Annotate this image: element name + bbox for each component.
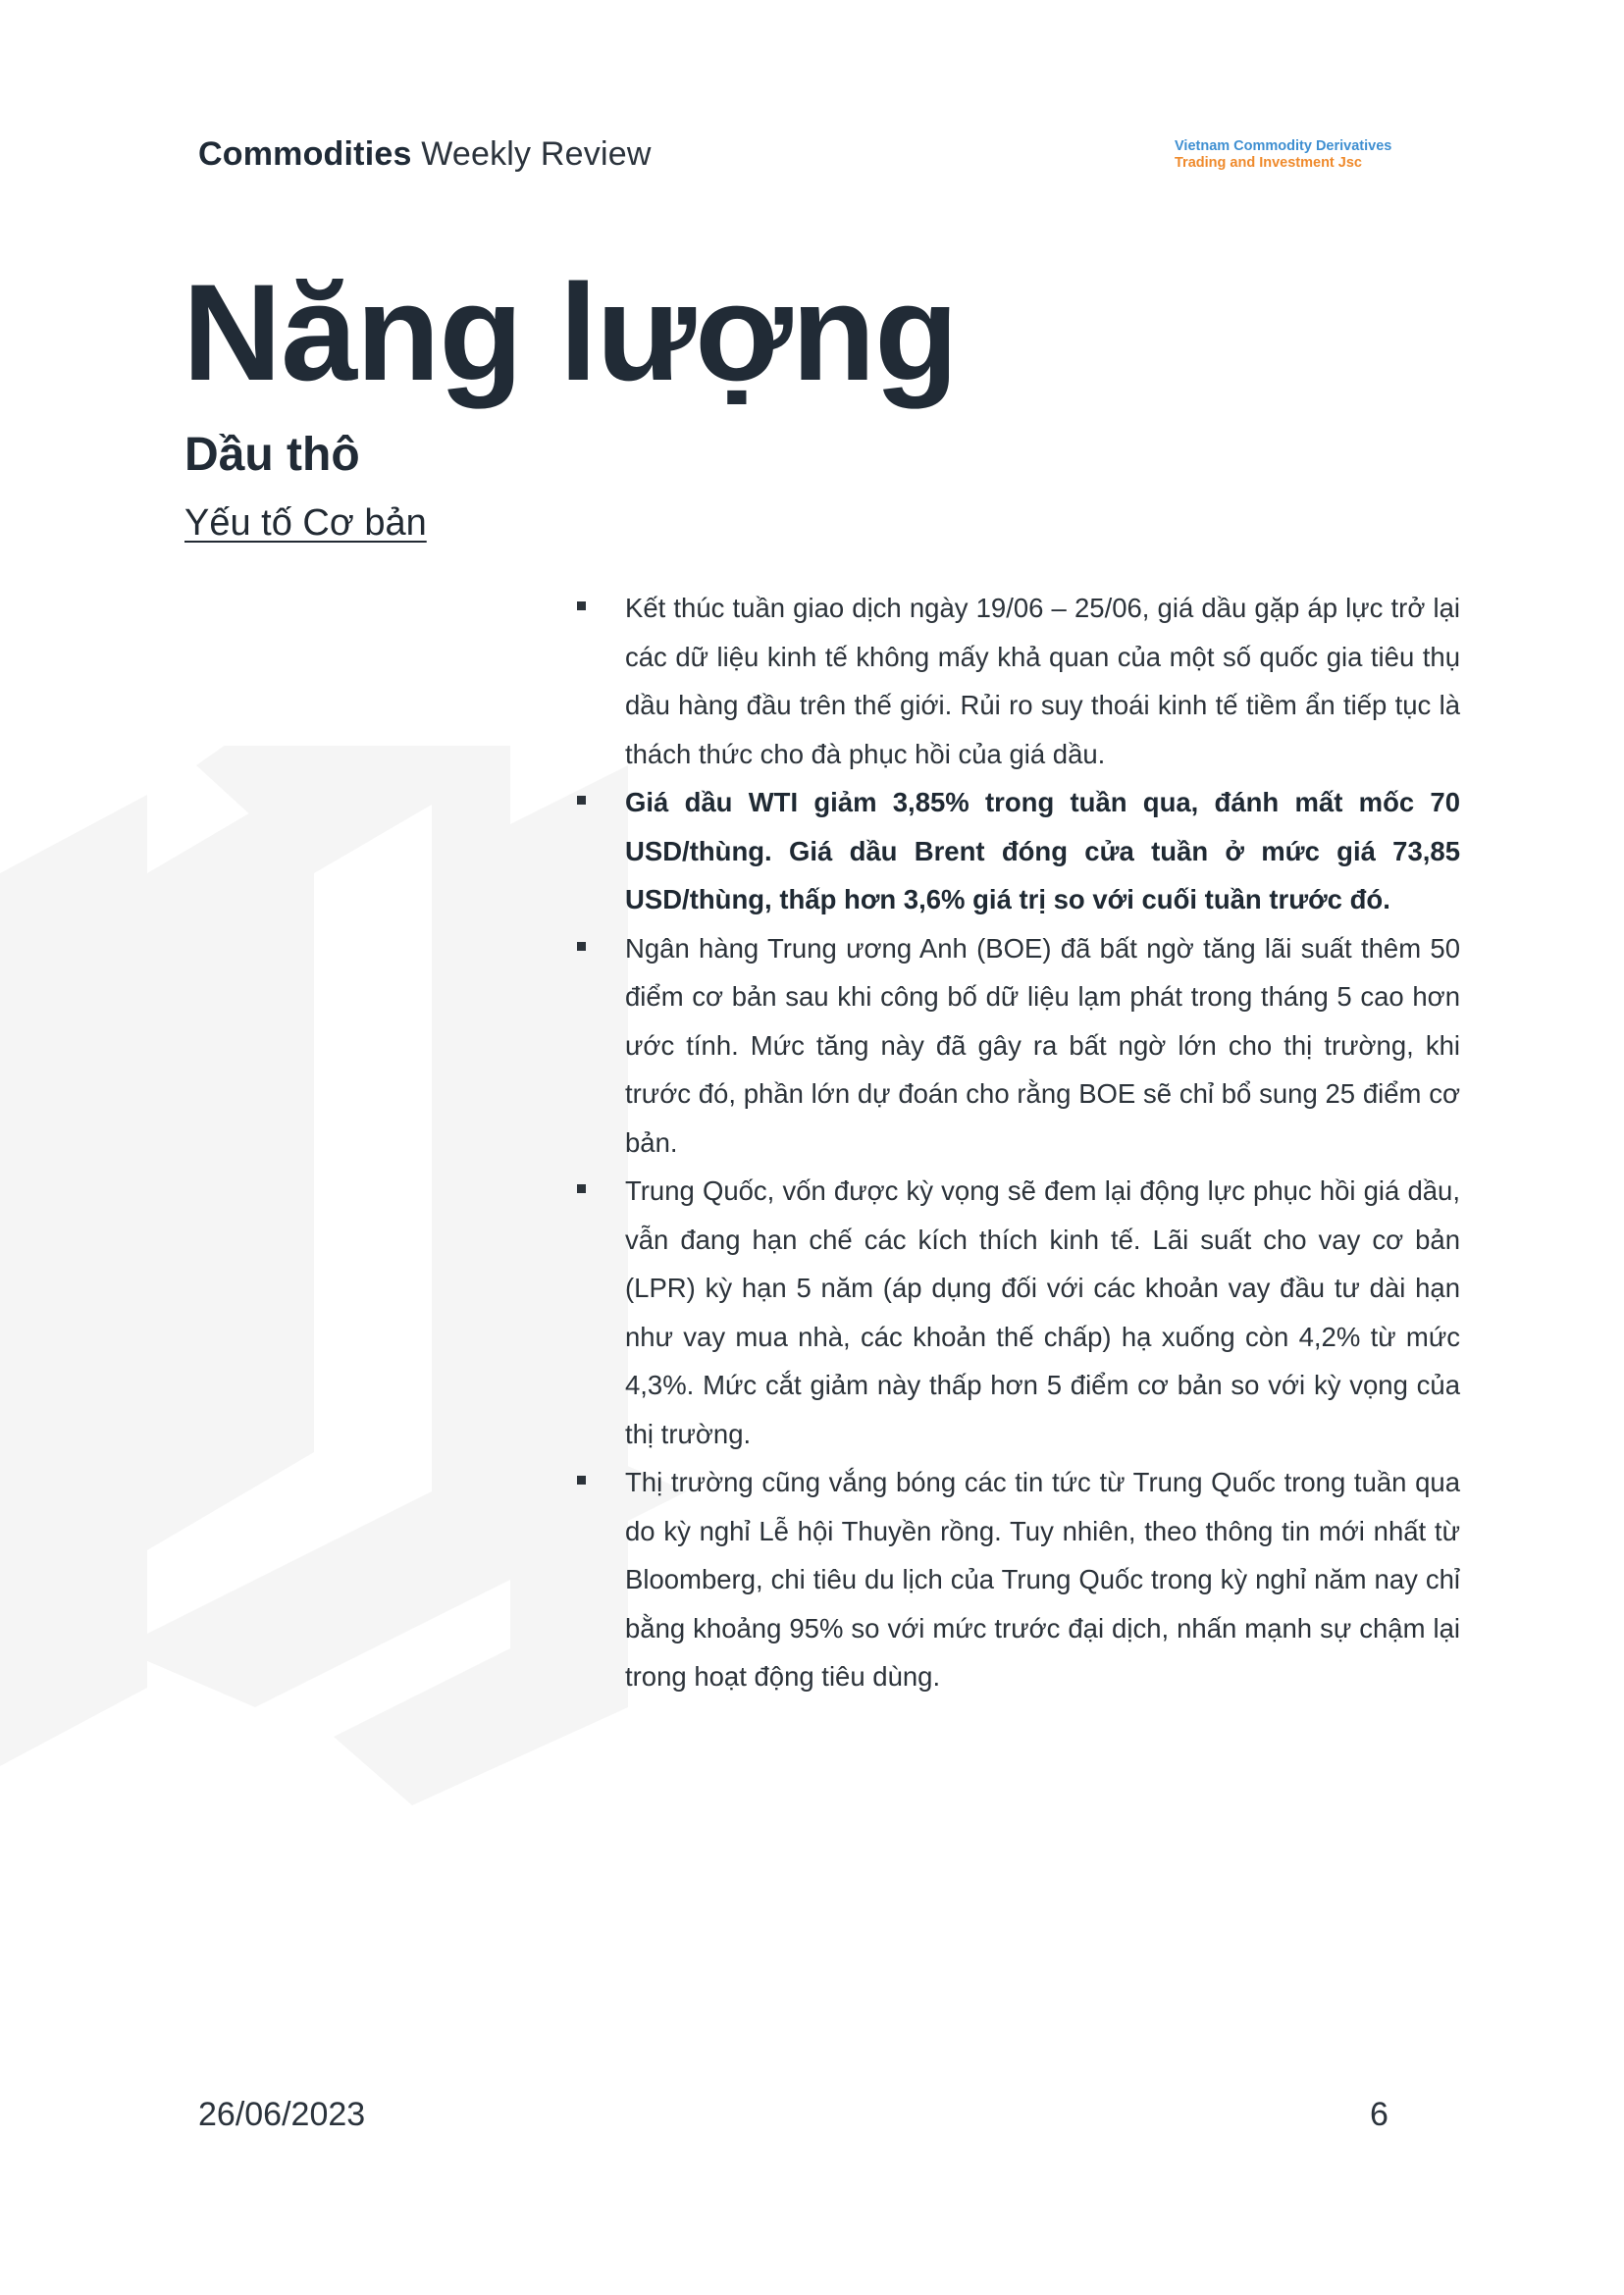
bullet-text: Kết thúc tuần giao dịch ngày 19/06 – 25/06, giá dầu gặp áp lực trở lại các dữ liệu kinh tế không mấy khả quan của một số quốc gia tiêu thụ dầu hàng đầu trên thế giới. Rủi ro suy thoái kinh tế tiềm ẩn tiếp tục là thách thức cho đà phục hồi của giá dầu.: [625, 593, 1460, 769]
page-title: Năng lượng: [183, 255, 958, 409]
header-title-light: Weekly Review: [411, 135, 652, 173]
bullet-text: Giá dầu WTI giảm 3,85% trong tuần qua, đánh mất mốc 70 USD/thùng. Giá dầu Brent đóng cửa tuần ở mức giá 73,85 USD/thùng, thấp hơn 3,6% giá trị so với cuối tuần trước đó.: [625, 787, 1460, 914]
bullet-item: [574, 584, 1460, 778]
bullet-list: [574, 584, 1460, 1701]
square-bullet-icon: [577, 796, 586, 805]
bullet-text: Trung Quốc, vốn được kỳ vọng sẽ đem lại động lực phục hồi giá dầu, vẫn đang hạn chế các kích thích kinh tế. Lãi suất cho vay cơ bản (LPR) kỳ hạn 5 năm (áp dụng đối với các khoản vay đầu tư dài hạn như vay mua nhà, các khoản thế chấp) hạ xuống còn 4,2% từ mức 4,3%. Mức cắt giảm này thấp hơn 5 điểm cơ bản so với kỳ vọng của thị trường.: [625, 1175, 1460, 1449]
bullet-item: [574, 1458, 1460, 1701]
header-title-bold: Commodities: [198, 135, 412, 173]
bullet-item-highlight: [574, 778, 1460, 924]
footer-date: 26/06/2023: [198, 2096, 366, 2133]
company-logo: [1175, 138, 1391, 172]
logo-line-2: Trading and Investment Jsc: [1175, 155, 1362, 171]
page-number: 6: [1370, 2096, 1388, 2133]
bullet-text: Ngân hàng Trung ương Anh (BOE) đã bất ngờ tăng lãi suất thêm 50 điểm cơ bản sau khi công bố dữ liệu lạm phát trong tháng 5 cao hơn ước tính. Mức tăng này đã gây ra bất ngờ lớn cho thị trường, khi trước đó, phần lớn dự đoán cho rằng BOE sẽ chỉ bổ sung 25 điểm cơ bản.: [625, 932, 1460, 1158]
bullet-item: [574, 924, 1460, 1168]
bullet-text: Thị trường cũng vắng bóng các tin tức từ Trung Quốc trong tuần qua do kỳ nghỉ Lễ hội Thuyền rồng. Tuy nhiên, theo thông tin mới nhất từ Bloomberg, chi tiêu du lịch của Trung Quốc trong kỳ nghỉ năm nay chỉ bằng khoảng 95% so với mức trước đại dịch, nhấn mạnh sự chậm lại trong hoạt động tiêu dùng.: [625, 1467, 1460, 1692]
section-heading-link[interactable]: Yếu tố Cơ bản: [184, 502, 427, 544]
report-header: [198, 135, 652, 174]
square-bullet-icon: [577, 1184, 586, 1193]
section-subtitle: Dầu thô: [184, 429, 360, 481]
square-bullet-icon: [577, 942, 586, 951]
square-bullet-icon: [577, 601, 586, 610]
logo-line-1: Vietnam Commodity Derivatives: [1175, 138, 1392, 154]
square-bullet-icon: [577, 1476, 586, 1485]
bullet-item: [574, 1167, 1460, 1458]
